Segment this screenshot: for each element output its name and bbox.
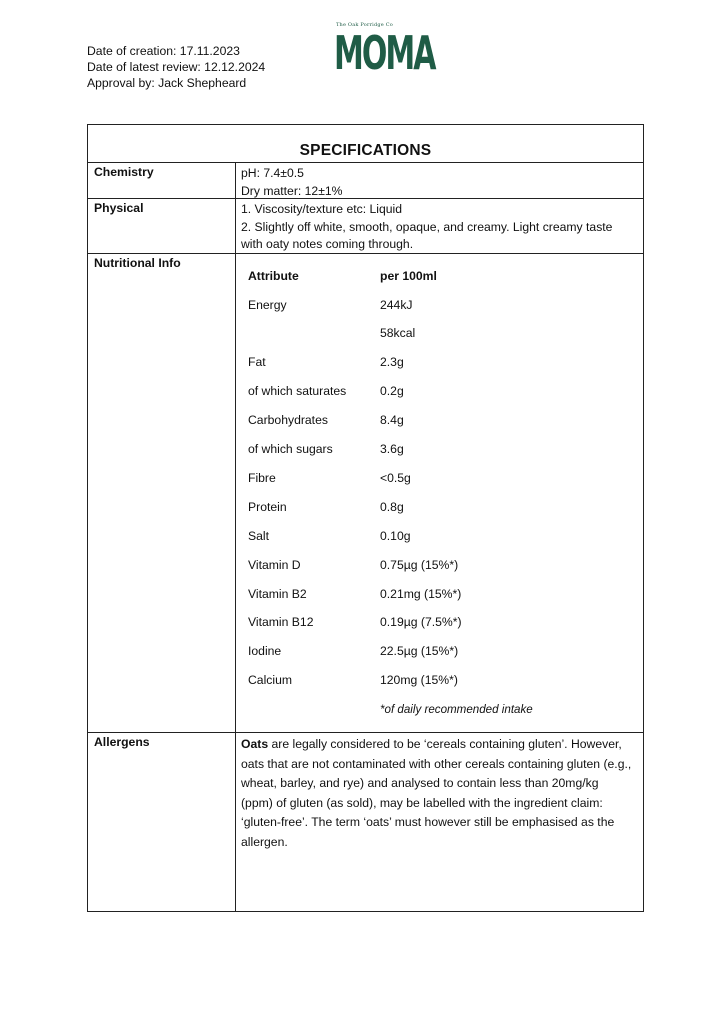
allergen-oats: Oats [241,737,269,751]
nutrient-value: 0.2g [380,384,404,399]
nutrient-name: Salt [248,528,270,543]
page-title: SPECIFICATIONS [299,142,432,159]
nutrient-name: Protein [248,499,287,514]
logo-tagline: The Oak Porridge Co [336,22,393,28]
specifications-table [87,124,644,912]
nutrient-name: Vitamin D [248,557,301,572]
document-meta [87,43,265,92]
nutrient-name: Vitamin B2 [248,586,307,601]
nutrition-row [88,253,643,733]
attribute-header: Attribute [248,269,299,283]
nutrition-footnote: *of daily recommended intake [380,702,533,716]
nutrient-value: 0.21mg (15%*) [380,586,462,601]
nutrient-name: Fat [248,355,266,370]
moma-logo [334,22,435,82]
nutrient-value: 8.4g [380,413,404,428]
nutrient-value: 22.5µg (15%*) [380,644,459,659]
nutrient-name: of which sugars [248,442,333,456]
nutrient-name: of which saturates [248,384,347,399]
chemistry-label: Chemistry [94,165,154,179]
creation-date: Date of creation: 17.11.2023 [87,44,240,58]
physical-row [88,198,643,254]
per-100ml-header: per 100ml [380,269,437,283]
nutrient-value: <0.5g [380,470,411,485]
nutrient-value: 0.19µg (7.5%*) [380,615,462,630]
nutrient-value: 0.75µg (15%*) [380,557,459,572]
nutrient-value: 3.6g [380,442,404,456]
allergens-row [88,732,643,911]
nutrient-name: Energy [248,297,287,312]
logo-wordmark: MOMA [334,27,435,82]
nutrient-name: Carbohydrates [248,413,328,428]
nutrient-value: 120mg (15%*) [380,673,458,688]
nutrient-name: Fibre [248,470,276,485]
physical-label: Physical [94,201,144,215]
viscosity-line: 1. Viscosity/texture etc: Liquid [241,202,403,216]
nutrient-value: 0.8g [380,499,404,514]
allergens-label: Allergens [94,735,150,749]
chemistry-values [241,165,636,200]
nutrient-value: 2.3g [380,355,404,370]
appearance-line: 2. Slightly off white, smooth, opaque, and creamy. Light creamy taste with oaty notes coming through. [241,219,613,251]
nutrient-value: 0.10g [380,528,411,543]
dry-matter-value: Dry matter: 12±1% [241,183,343,198]
chemistry-row [88,162,643,199]
nutrient-name: Calcium [248,673,293,688]
physical-values [241,201,636,254]
title-row [88,125,643,163]
nutrient-value: 58kcal [380,326,416,341]
allergen-statement: are legally considered to be ‘cereals containing gluten’. However, oats that are not contaminated with other cereals containing gluten (e.g., wheat, barley, and rye) and analysed to contain less than 20mg/kg (ppm) of gluten (as sold), may be labelled with the ingredient claim: ‘gluten-free’. The term ‘oats’ must however still be emphasised as the allergen. [241,737,632,849]
allergens-text [241,735,633,853]
approval-line: Approval by: Jack Shepheard [87,76,247,91]
ph-value: pH: 7.4±0.5 [241,166,304,180]
nutrient-name: Iodine [248,644,282,659]
nutrient-value: 244kJ [380,297,413,312]
nutrient-name: Vitamin B12 [248,615,314,630]
nutrition-label: Nutritional Info [94,256,181,270]
review-date: Date of latest review: 12.12.2024 [87,60,266,75]
